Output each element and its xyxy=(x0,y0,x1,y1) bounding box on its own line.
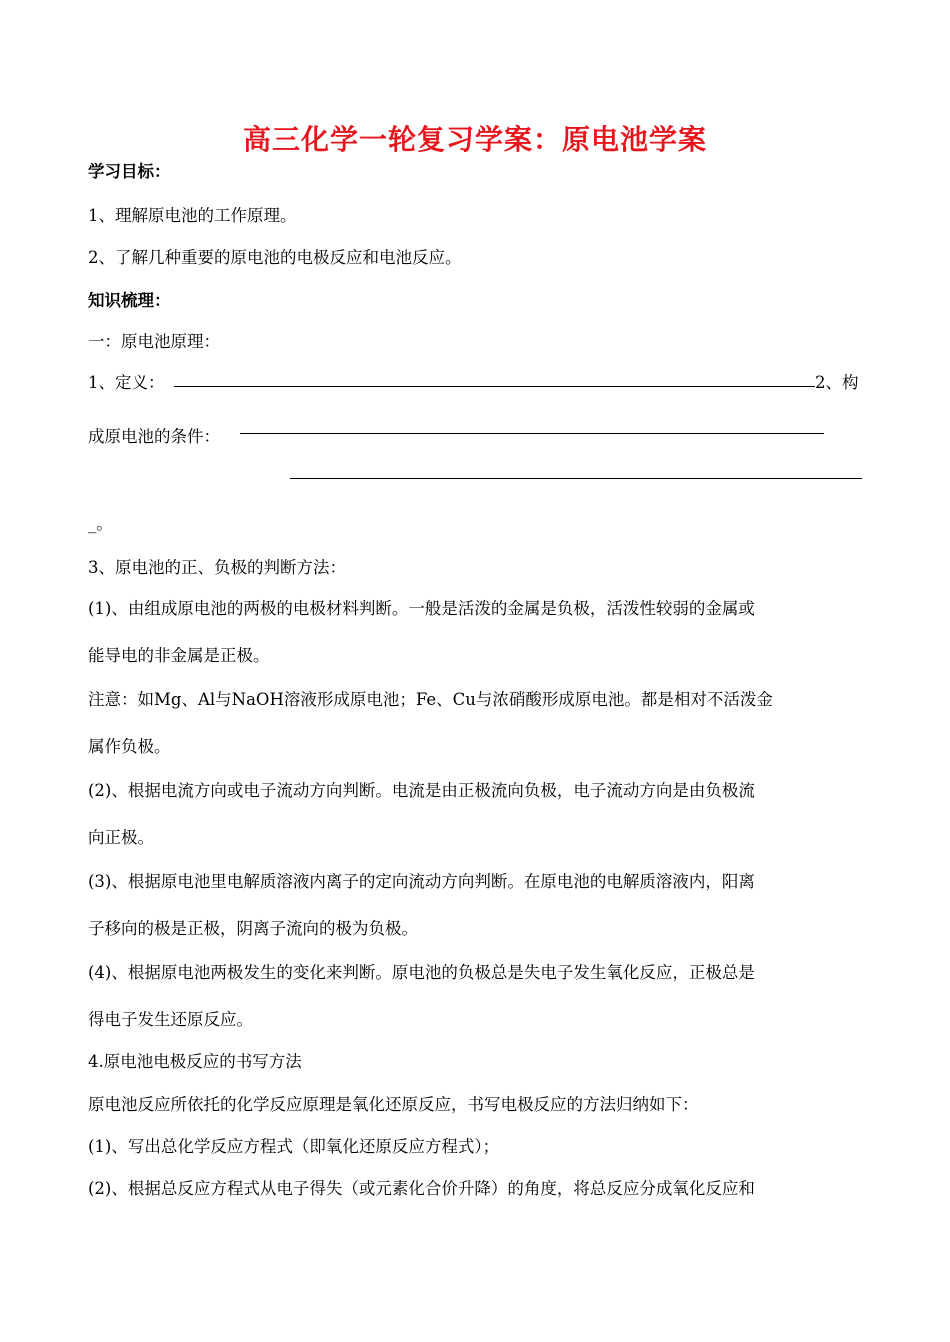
objective-2: 2、了解几种重要的原电池的电极反应和电池反应。 xyxy=(88,248,462,267)
condition-label-start: 2、构 xyxy=(815,373,859,392)
heading-polarity-method: 3、原电池的正、负极的判断方法： xyxy=(88,558,346,577)
writing-step-2: (2)、根据总反应方程式从电子得失（或元素化合价升降）的角度，将总反应分成氧化反应和 xyxy=(88,1179,755,1198)
method-4-line-2: 得电子发生还原反应。 xyxy=(88,1010,253,1029)
method-2-line-1: (2)、根据电流方向或电子流动方向判断。电流是由正极流向负极，电子流动方向是由负极流 xyxy=(88,781,755,800)
section-heading-knowledge: 知识梳理： xyxy=(88,291,171,310)
subheading-principle: 一：原电池原理： xyxy=(88,332,220,351)
method-1-line-1: (1)、由组成原电池的两极的电极材料判断。一般是活泼的金属是负极，活泼性较弱的金属或 xyxy=(88,599,755,618)
method-2-line-2: 向正极。 xyxy=(88,828,154,847)
method-3-line-2: 子移向的极是正极，阴离子流向的极为负极。 xyxy=(88,919,418,938)
heading-electrode-writing: 4.原电池电极反应的书写方法 xyxy=(88,1052,302,1071)
section-heading-objectives: 学习目标： xyxy=(88,162,171,181)
definition-label: 1、定义： xyxy=(88,373,165,392)
condition-label-end: 成原电池的条件： xyxy=(88,427,220,446)
writing-step-1: (1)、写出总化学反应方程式（即氧化还原反应方程式）； xyxy=(88,1137,500,1156)
method-4-line-1: (4)、根据原电池两极发生的变化来判断。原电池的负极总是失电子发生氧化反应，正极总是 xyxy=(88,963,755,982)
method-1-line-2: 能导电的非金属是正极。 xyxy=(88,646,270,665)
writing-intro: 原电池反应所依托的化学反应原理是氧化还原反应，书写电极反应的方法归纳如下： xyxy=(88,1095,699,1114)
condition-blank-2 xyxy=(290,478,862,479)
condition-blank-1 xyxy=(240,433,824,434)
document-title: 高三化学一轮复习学案：原电池学案 xyxy=(242,123,707,156)
definition-blank xyxy=(174,386,815,387)
method-3-line-1: (3)、根据原电池里电解质溶液内离子的定向流动方向判断。在原电池的电解质溶液内，阳离 xyxy=(88,872,755,891)
condition-blank-end: _。 xyxy=(88,514,113,533)
note-line-1: 注意：如Mg、Al与NaOH溶液形成原电池；Fe、Cu与浓硝酸形成原电池。都是相对不活泼金 xyxy=(88,690,773,709)
objective-1: 1、理解原电池的工作原理。 xyxy=(88,206,297,225)
note-line-2: 属作负极。 xyxy=(88,737,171,756)
